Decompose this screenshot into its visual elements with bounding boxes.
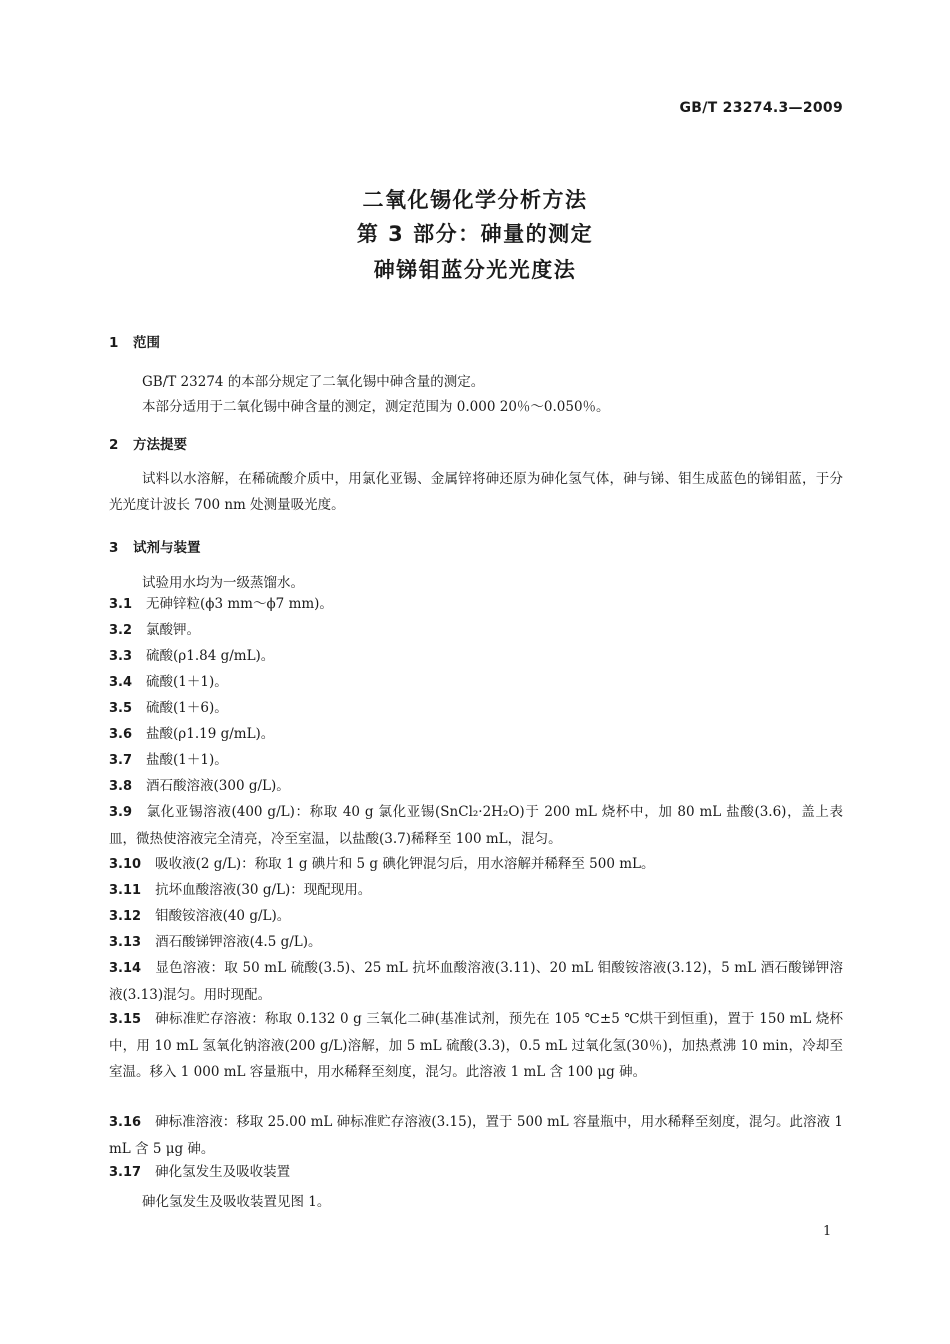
item-text: 显色溶液：取 50 mL 硫酸(3.5)、25 mL 抗坏血酸溶液(3.11)、20 mL 钼酸铵溶液(3.12)，5 mL 酒石酸锑钾溶液(3.13)混匀。用时现配。 xyxy=(109,960,843,1003)
reagents-intro: 试验用水均为一级蒸馏水。 xyxy=(142,575,304,591)
scope-paragraph-1: GB/T 23274 的本部分规定了二氧化锡中砷含量的测定。 xyxy=(142,374,485,390)
section-title: 试剂与装置 xyxy=(133,540,201,556)
item-number: 3.17 xyxy=(109,1165,142,1180)
reagent-item xyxy=(109,695,843,722)
item-text: 抗坏血酸溶液(30 g/L)：现配现用。 xyxy=(155,882,372,898)
item-text: 盐酸(ρ1.19 g/mL)。 xyxy=(146,726,275,742)
item-number: 3.11 xyxy=(109,883,142,898)
reagent-item xyxy=(109,877,843,904)
item-number: 3.16 xyxy=(109,1115,142,1130)
item-number: 3.8 xyxy=(109,779,133,794)
item-number: 3.7 xyxy=(109,753,133,768)
section-number: 2 xyxy=(109,437,119,453)
item-number: 3.3 xyxy=(109,649,133,664)
item-number: 3.6 xyxy=(109,727,133,742)
item-text: 砷标准溶液：移取 25.00 mL 砷标准贮存溶液(3.15)，置于 500 mL 容量瓶中，用水稀释至刻度，混匀。此溶液 1 mL 含 5 μg 砷。 xyxy=(109,1114,843,1157)
item-number: 3.10 xyxy=(109,857,142,872)
item-text: 钼酸铵溶液(40 g/L)。 xyxy=(155,908,291,924)
item-number: 3.2 xyxy=(109,623,133,638)
document-subtitle: 第 3 部分：砷量的测定 xyxy=(356,222,594,246)
item-text: 砷标准贮存溶液：称取 0.132 0 g 三氧化二砷(基准试剂，预先在 105 ℃±5 ℃烘干到恒重)，置于 150 mL 烧杯中，用 10 mL 氢氧化钠溶液(200 g/L)溶解，加 5 mL 硫酸(3.3)，0.5 mL 过氧化氢(30％)，加热煮沸 10 min，冷却至室温。移入 1 000 mL 容量瓶中，用水稀释至刻度，混匀。此溶液 1 mL 含 100 μg 砷。 xyxy=(109,1011,843,1080)
section-number: 1 xyxy=(109,335,119,351)
reagent-item xyxy=(109,721,843,748)
section-heading-principle xyxy=(109,433,187,453)
section-number: 3 xyxy=(109,540,119,556)
reagent-item xyxy=(109,747,843,774)
item-text: 氯酸钾。 xyxy=(146,622,201,638)
reagent-item xyxy=(109,643,843,670)
item-number: 3.14 xyxy=(109,961,142,976)
reagent-item xyxy=(109,903,843,930)
reagent-item xyxy=(109,851,843,878)
section-title: 方法提要 xyxy=(133,437,187,453)
page-number: 1 xyxy=(823,1224,832,1239)
reagent-item xyxy=(109,591,843,618)
item-text: 盐酸(1＋1)。 xyxy=(146,752,228,768)
item-text: 硫酸(1＋1)。 xyxy=(146,674,228,690)
section-heading-reagents xyxy=(109,536,201,556)
item-number: 3.5 xyxy=(109,701,133,716)
document-title: 二氧化锡化学分析方法 xyxy=(362,188,588,212)
item-text: 酒石酸溶液(300 g/L)。 xyxy=(146,778,290,794)
standard-number: GB/T 23274.3—2009 xyxy=(679,100,843,116)
reagent-item xyxy=(109,1109,843,1162)
reagent-item xyxy=(109,617,843,644)
apparatus-note: 砷化氢发生及吸收装置见图 1。 xyxy=(142,1194,331,1210)
reagent-item xyxy=(109,1006,843,1085)
item-text: 砷化氢发生及吸收装置 xyxy=(155,1164,291,1180)
section-title: 范围 xyxy=(133,335,160,351)
reagent-item xyxy=(109,929,843,956)
reagent-item xyxy=(109,1159,843,1186)
item-number: 3.9 xyxy=(109,805,133,820)
item-text: 酒石酸锑钾溶液(4.5 g/L)。 xyxy=(155,934,322,950)
item-text: 无砷锌粒(ϕ3 mm～ϕ7 mm)。 xyxy=(146,596,333,612)
section-heading-scope xyxy=(109,331,160,351)
method-title: 砷锑钼蓝分光光度法 xyxy=(373,258,577,282)
reagent-item xyxy=(109,955,843,1008)
item-number: 3.1 xyxy=(109,597,133,612)
item-number: 3.13 xyxy=(109,935,142,950)
reagent-item xyxy=(109,773,843,800)
item-text: 硫酸(1＋6)。 xyxy=(146,700,228,716)
item-number: 3.12 xyxy=(109,909,142,924)
item-text: 吸收液(2 g/L)：称取 1 g 碘片和 5 g 碘化钾混匀后，用水溶解并稀释至 500 mL。 xyxy=(155,856,655,872)
reagent-item xyxy=(109,799,843,852)
item-number: 3.4 xyxy=(109,675,133,690)
scope-paragraph-2: 本部分适用于二氧化锡中砷含量的测定，测定范围为 0.000 20％～0.050％。 xyxy=(142,399,610,415)
principle-paragraph: 试料以水溶解，在稀硫酸介质中，用氯化亚锡、金属锌将砷还原为砷化氢气体，砷与锑、钼生成蓝色的锑钼蓝，于分光光度计波长 700 nm 处测量吸光度。 xyxy=(109,471,843,513)
reagent-item xyxy=(109,669,843,696)
item-number: 3.15 xyxy=(109,1012,142,1027)
item-text: 硫酸(ρ1.84 g/mL)。 xyxy=(146,648,275,664)
item-text: 氯化亚锡溶液(400 g/L)：称取 40 g 氯化亚锡(SnCl₂·2H₂O)于 200 mL 烧杯中，加 80 mL 盐酸(3.6)，盖上表皿，微热使溶液完全清亮，冷至室温，以盐酸(3.7)稀释至 100 mL，混匀。 xyxy=(109,804,843,847)
